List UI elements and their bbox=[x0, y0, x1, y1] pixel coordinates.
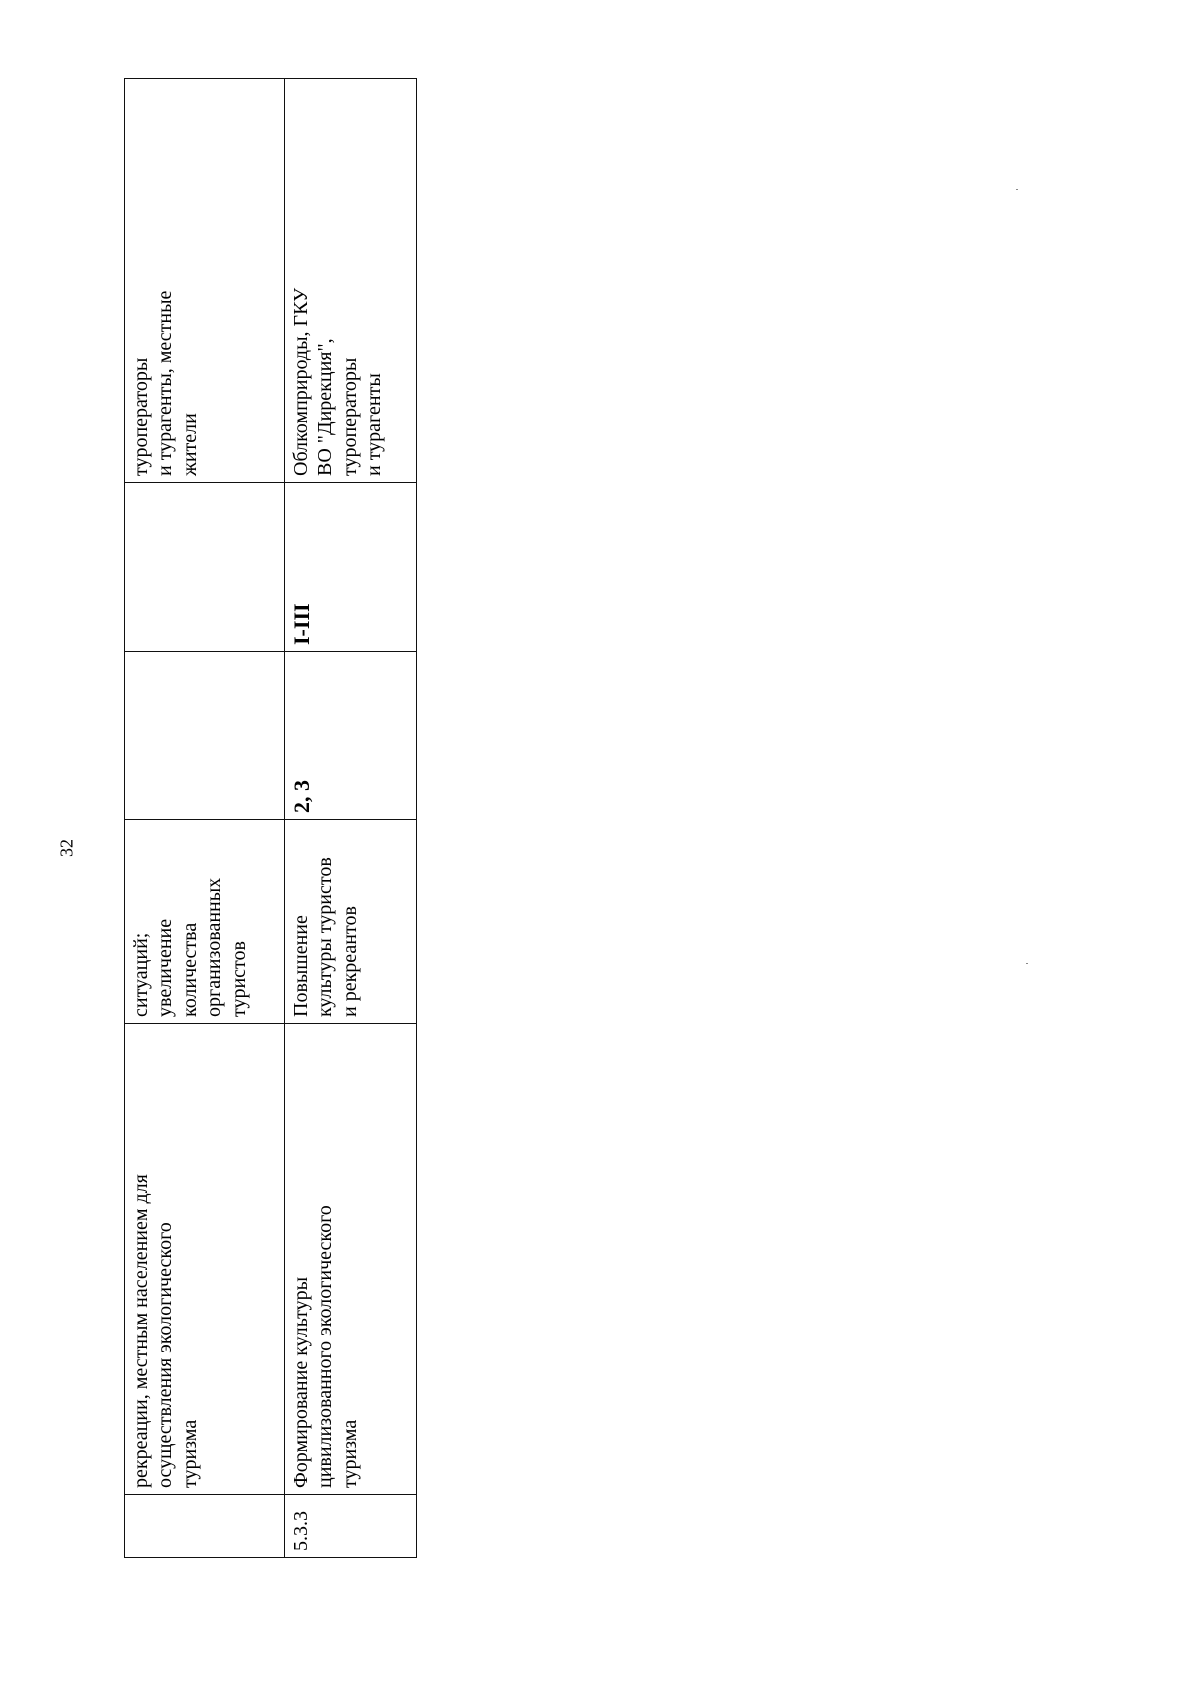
cell-measure: рекреации, местным населением для осуществления экологического туризма bbox=[125, 1024, 285, 1495]
table-row bbox=[125, 79, 285, 1558]
cell-tasks: 2, 3 bbox=[285, 652, 417, 820]
cell-number: 5.3.3 bbox=[285, 1495, 417, 1558]
rotated-table-area bbox=[124, 79, 1200, 1551]
cell-result: ситуаций; увеличение количества организованных туристов bbox=[125, 820, 285, 1024]
page-number: 32 bbox=[56, 839, 77, 857]
cell-executors: туроператоры и турагенты, местные жители bbox=[125, 79, 285, 483]
table-row bbox=[285, 79, 417, 1558]
cell-measure: Формирование культуры цивилизованного экологического туризма bbox=[285, 1024, 417, 1495]
cell-result: Повышение культуры туристов и рекреантов bbox=[285, 820, 417, 1024]
cell-executors: Облкомприроды, ГКУ ВО "Дирекция", туроператоры и турагенты bbox=[285, 79, 417, 483]
cell-number bbox=[125, 1495, 285, 1558]
cell-period: I-III bbox=[285, 483, 417, 652]
table-wrapper bbox=[124, 79, 416, 1558]
scan-speck bbox=[1026, 963, 1028, 964]
cell-period bbox=[125, 483, 285, 652]
cell-tasks bbox=[125, 652, 285, 820]
measures-table bbox=[124, 78, 417, 1558]
scan-speck bbox=[1016, 189, 1018, 190]
